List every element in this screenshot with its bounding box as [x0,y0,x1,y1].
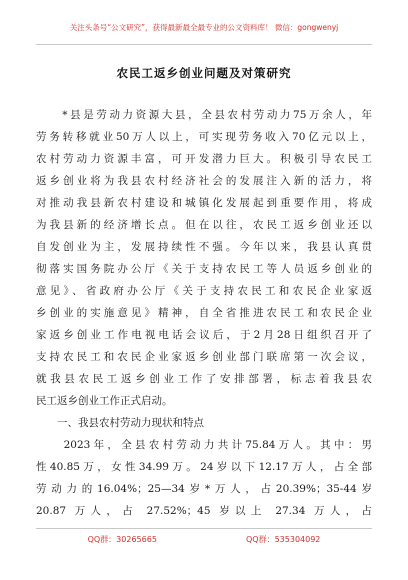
body-line: 自发创业为主，发展持续性不强。今年以来，我县认真贯 [36,241,372,253]
footer-qq-group-2: QQ群：535304092 [246,535,321,544]
section-heading: 一、我县农村劳动力现状和特点 [36,417,204,429]
body-line: 性40.85万，女性34.99万。24岁以下12.17万人，占全部 [36,461,372,473]
footer [0,534,408,545]
body-line: 20.87 万人，占 27.52%；45 岁以上 27.34 万人，占 [36,505,372,517]
body-line: 为我县新的经济增长点。但在以往，农民工返乡创业还以 [36,219,372,231]
document-body [36,104,372,522]
body-line: 劳务转移就业50万人以上，可实现劳务收入70亿元以上， [36,131,372,143]
body-line: 彻落实国务院办公厅《关于支持农民工等人员返乡创业的 [36,263,372,275]
body-line: 对推动我县新农村建设和城镇化发展起到重要作用，将成 [36,197,372,209]
footer-divider [36,528,372,529]
header-divider [36,44,372,45]
body-line: 家返乡创业工作电视电话会议后，于2月28日组织召开了 [36,329,372,341]
document-title: 农民工返乡创业问题及对策研究 [116,66,292,80]
body-line: 支持农民工和农民企业家返乡创业部门联席第一次会议， [36,351,372,363]
body-line: 民工返乡创业工作正式启动。 [36,395,173,407]
body-line: 2023年，全县农村劳动力共计75.84万人。其中：男 [36,439,372,451]
body-line: *县是劳动力资源大县，全县农村劳动力75万余人，年 [36,109,372,121]
body-line: 就我县农民工返乡创业工作了安排部署，标志着我县农 [36,373,372,385]
body-line: 返乡创业将为我县农村经济社会的发展注入新的活力，将 [36,175,372,187]
body-line: 农村劳动力资源丰富，可开发潜力巨大。积极引导农民工 [36,153,372,165]
body-line: 意见》、省政府办公厅《关于支持农民工和农民企业家返 [36,285,372,297]
body-line: 劳动力的16.04%；25—34岁*万人，占20.39%；35-44岁 [36,483,372,495]
footer-qq-group-1: QQ群：30265665 [87,535,157,544]
body-line: 乡创业的实施意见》精神，自全省推进农民工和农民企业 [36,307,372,319]
header-banner: 关注头条号“公文研究”，获得最新最全最专业的公文资料库！ 微信：gongwenyj [69,23,339,32]
